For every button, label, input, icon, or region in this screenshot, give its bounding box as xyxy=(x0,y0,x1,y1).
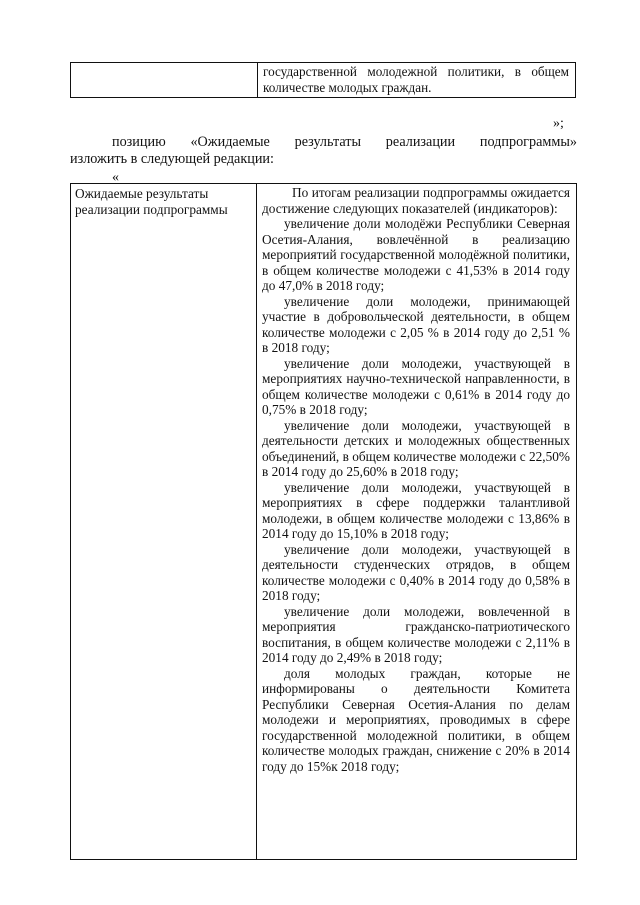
opening-quote: « xyxy=(112,170,119,185)
word: результаты xyxy=(294,134,361,150)
word: подпрограммы» xyxy=(479,134,577,150)
indicator-item: увеличение доли молодежи, вовлеченной в мероприятия гражданско-патриотического воспитания, в общем количестве молодежи с 2,11% в 2014 году до 2,49% в 2018 году; xyxy=(262,603,570,665)
instruction-line-2: изложить в следующей редакции: xyxy=(70,151,274,167)
top-table-fragment xyxy=(70,62,576,98)
word: «Ожидаемые xyxy=(190,134,270,150)
indicator-item: увеличение доли молодежи, участвующей в деятельности студенческих отрядов, в общем количестве молодежи с 0,40% в 2014 году до 0,58% в 2018 году; xyxy=(262,541,570,603)
top-table-right-cell: государственной молодежной политики, в общем количестве молодых граждан. xyxy=(263,64,569,95)
closing-quote: »; xyxy=(553,116,564,131)
indicator-item: увеличение доли молодежи, участвующей в мероприятиях научно-технической направленности, в общем количестве молодежи с 0,61% в 2014 году до 0,75% в 2018 году; xyxy=(262,355,570,417)
indicator-item: доля молодых граждан, которые не информированы о деятельности Комитета Республики Северная Осетия-Алания по делам молодежи и мероприятиях, проводимых в сфере государственной молодежной политики, в общем количестве молодых граждан, снижение с 20% в 2014 году до 15%к 2018 году; xyxy=(262,665,570,774)
table-content-cell xyxy=(257,184,576,859)
table-label-cell: Ожидаемые результаты реализации подпрограммы xyxy=(71,184,257,859)
indicator-item: увеличение доли молодежи, участвующей в мероприятиях в сфере поддержки талантливой молодежи, в общем количестве молодежи с 13,86% в 2014 году до 15,10% в 2018 году; xyxy=(262,479,570,541)
intro-text: По итогам реализации подпрограммы ожидается достижение следующих показателей (индикаторов): xyxy=(262,185,570,216)
expected-results-table xyxy=(70,183,577,860)
instruction-line-1 xyxy=(70,134,577,151)
indicator-item: увеличение доли молодёжи Республики Северная Осетия-Алания, вовлечённой в реализацию мероприятий государственной молодёжной политики, в общем количестве молодежи с 41,53% в 2014 году до 47,0% в 2018 году; xyxy=(262,216,570,293)
top-table-left-cell xyxy=(71,63,258,97)
indicator-item: увеличение доли молодежи, принимающей участие в добровольческой деятельности, в общем количестве молодежи с 2,05 % в 2014 году до 2,51 % в 2018 году; xyxy=(262,293,570,355)
indicator-item: увеличение доли молодежи, участвующей в деятельности детских и молодежных общественных объединений, в общем количестве молодежи с 22,50% в 2014 году до 25,60% в 2018 году; xyxy=(262,417,570,479)
word: реализации xyxy=(385,134,456,150)
instruction-paragraph xyxy=(70,134,577,168)
word: позицию xyxy=(112,134,166,150)
